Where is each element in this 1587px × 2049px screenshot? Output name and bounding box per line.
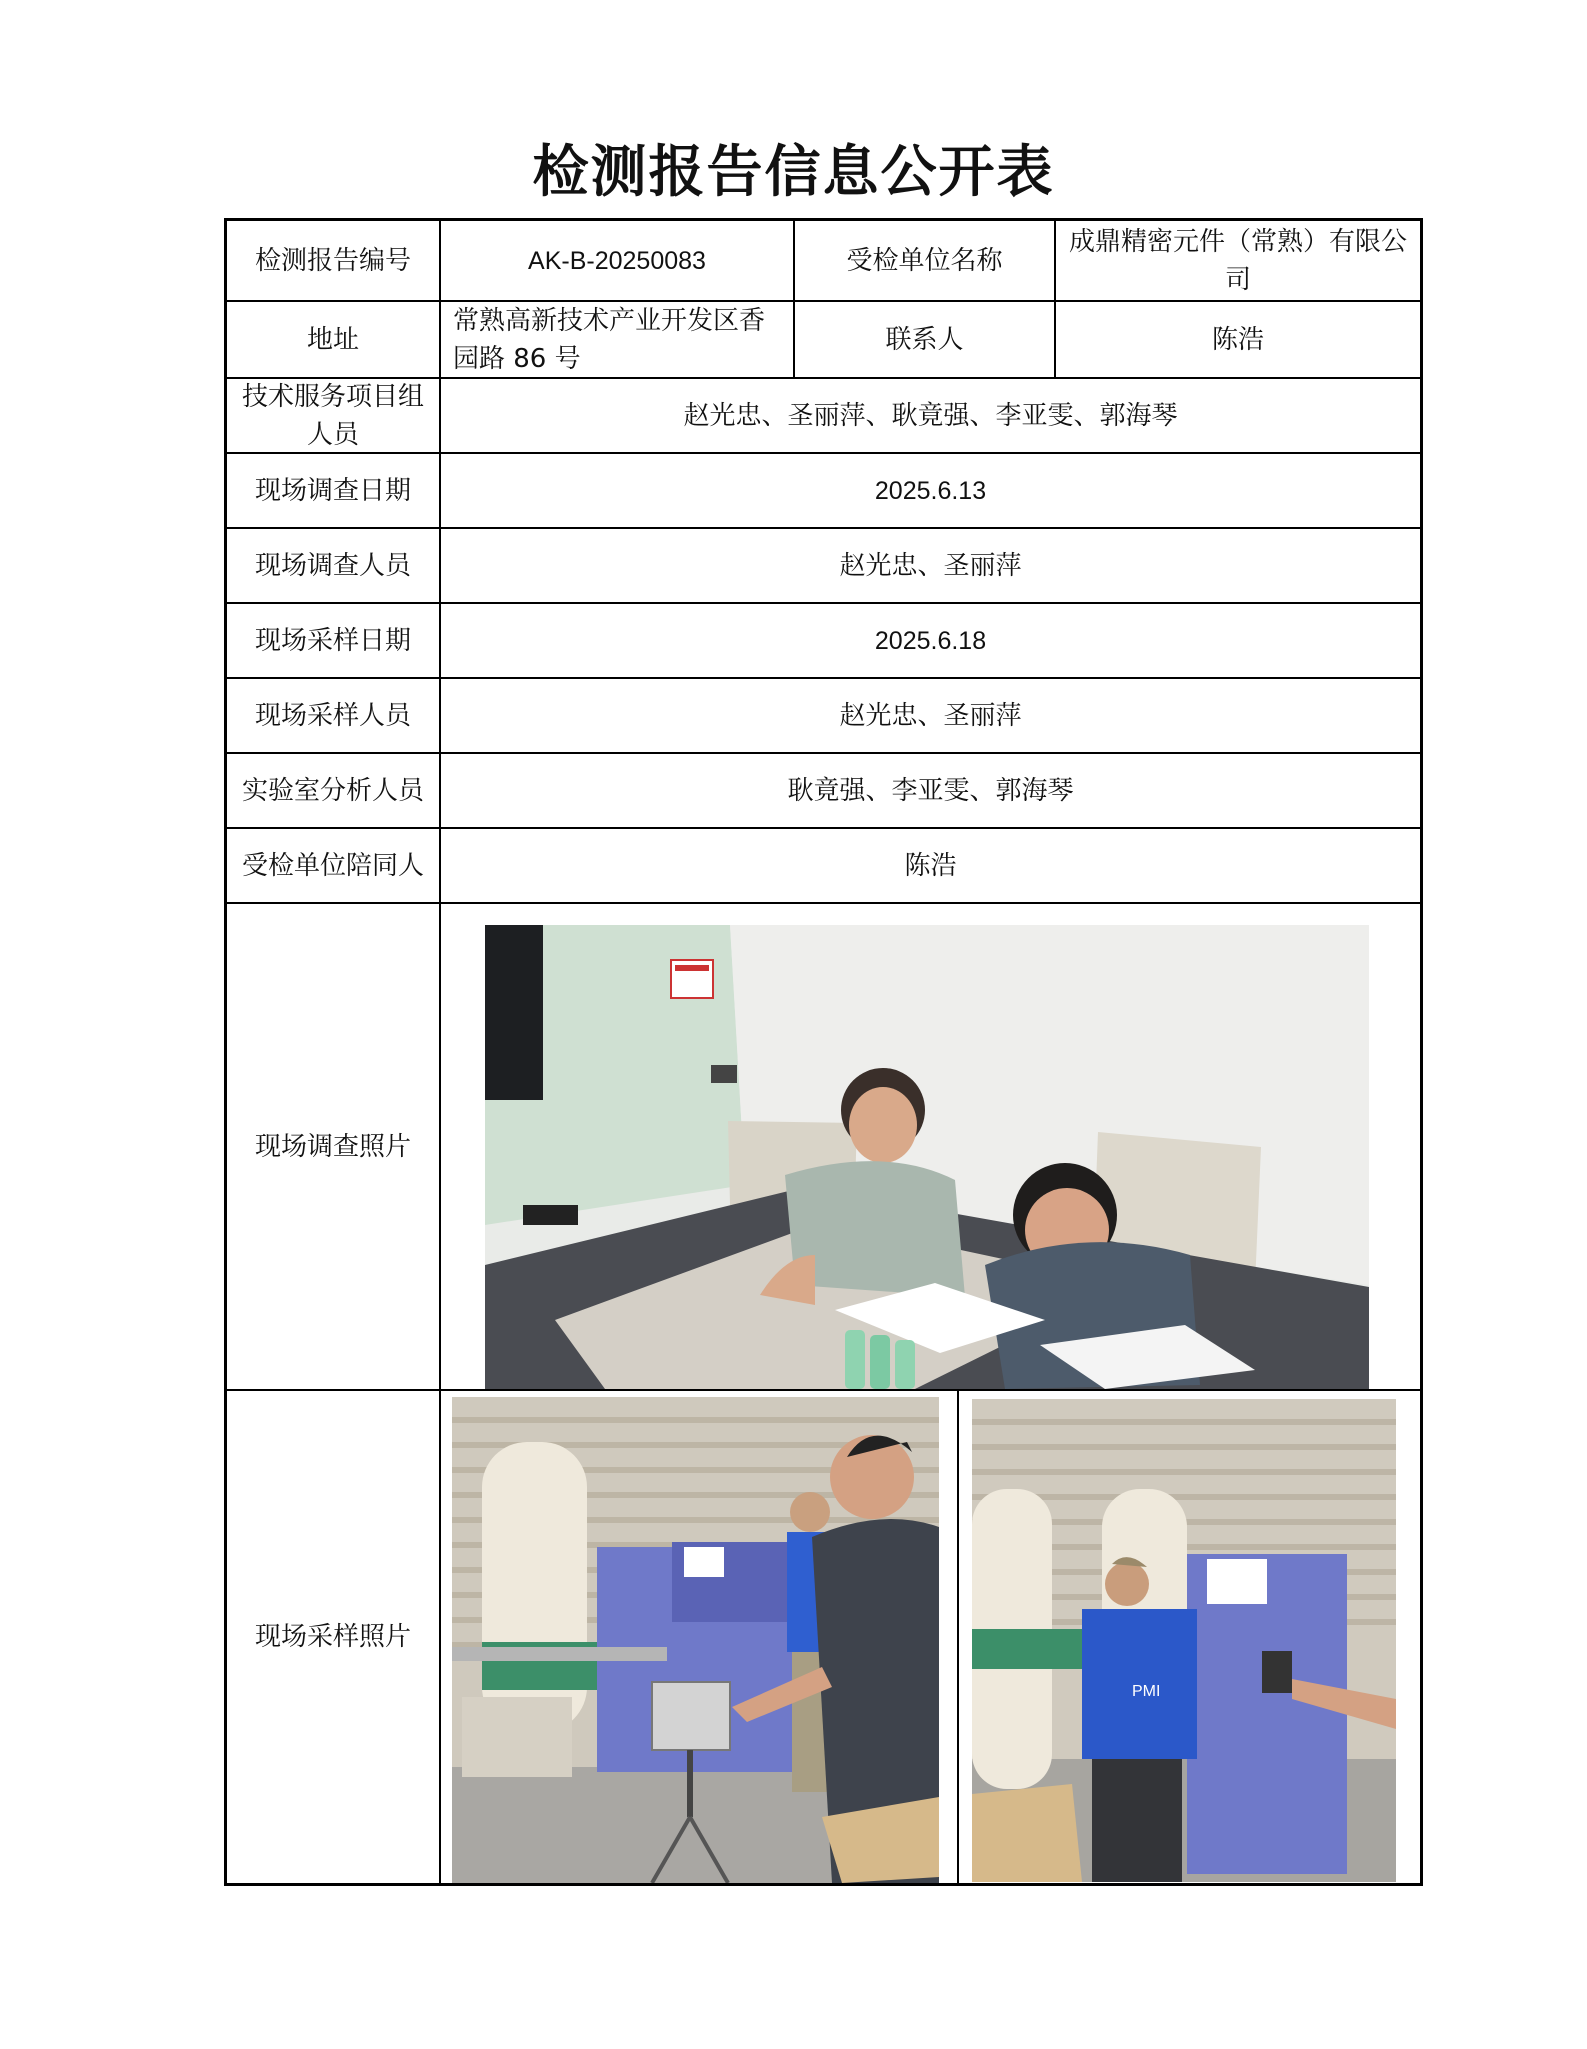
address-label: 地址 [306, 324, 359, 355]
sampling-date-label: 现场采样日期 [254, 625, 411, 656]
address-value: 常熟高新技术产业开发区香园路 86 号 [453, 305, 766, 374]
page-title: 检测报告信息公开表 [532, 140, 1055, 205]
lab-staff-label: 实验室分析人员 [241, 775, 424, 806]
sampling-staff-value: 赵光忠、圣丽萍 [839, 700, 1022, 731]
lab-staff-value: 耿竟强、李亚雯、郭海琴 [787, 775, 1074, 806]
team-label: 技术服务项目组人员 [241, 381, 424, 450]
survey-photo [485, 925, 1369, 1389]
sampling-date-value: 2025.6.18 [874, 626, 987, 655]
survey-staff-label: 现场调查人员 [254, 550, 411, 581]
sampling-staff-label: 现场采样人员 [254, 700, 411, 731]
contact-value: 陈浩 [1211, 324, 1264, 355]
survey-date-value: 2025.6.13 [874, 476, 987, 505]
contact-label: 联系人 [885, 324, 964, 355]
survey-photo-label: 现场调查照片 [254, 1131, 411, 1162]
team-value: 赵光忠、圣丽萍、耿竟强、李亚雯、郭海琴 [683, 400, 1178, 431]
sampling-photo-right [972, 1399, 1396, 1882]
escort-label: 受检单位陪同人 [241, 850, 424, 881]
report-no-value: AK-B-20250083 [528, 246, 706, 275]
sampling-photo-label: 现场采样照片 [254, 1622, 411, 1652]
unit-name-label: 受检单位名称 [846, 245, 1003, 276]
column-divider [957, 1389, 959, 1886]
vest-text: PMI [1132, 1683, 1161, 1700]
report-no-label: 检测报告编号 [254, 245, 411, 276]
escort-value: 陈浩 [904, 850, 957, 881]
unit-name-value: 成鼎精密元件（常熟）有限公司 [1068, 226, 1407, 295]
survey-date-label: 现场调查日期 [254, 475, 411, 506]
sampling-photo-left [452, 1397, 939, 1883]
survey-staff-value: 赵光忠、圣丽萍 [839, 550, 1022, 581]
